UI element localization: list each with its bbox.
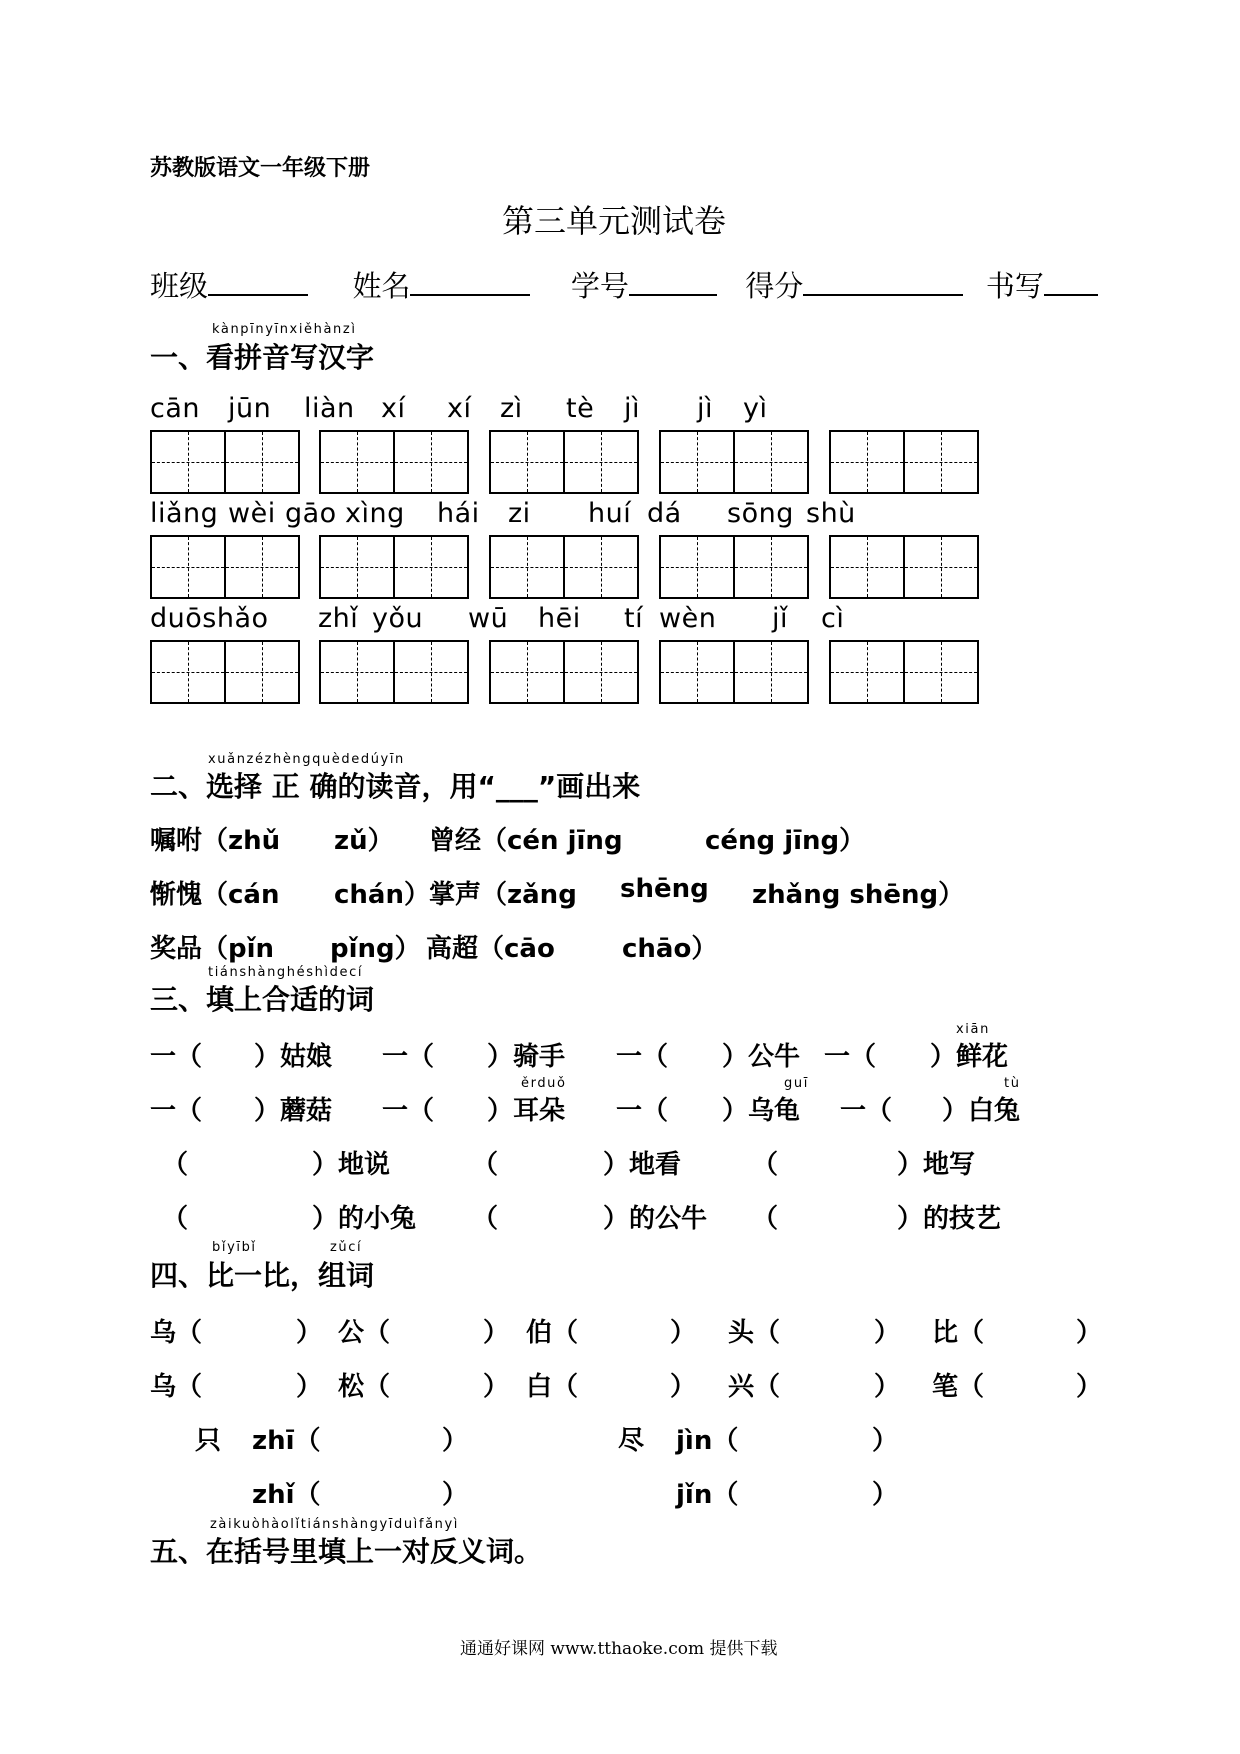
pinyin-12: wèi bbox=[228, 498, 276, 529]
writing-grid[interactable] bbox=[319, 640, 469, 704]
name-label: 姓名 bbox=[352, 269, 411, 303]
footer-credit: 通通好课网 www.tthaoke.com 提供下载 bbox=[460, 1639, 778, 1659]
pinyin-20: shù bbox=[806, 498, 856, 529]
section2-title: 二、选择 正 确的读音，用“___”画出来 bbox=[150, 770, 641, 803]
s4-item: ） bbox=[874, 1372, 901, 1402]
pinyin-6: zì bbox=[500, 393, 523, 424]
s4-item: ） bbox=[483, 1372, 510, 1402]
pinyin-17: huí bbox=[588, 498, 632, 529]
s4-item: ） bbox=[296, 1372, 323, 1402]
s3-item: （ bbox=[162, 1150, 189, 1180]
s2-item: 高超（cāo bbox=[426, 934, 555, 964]
ruby-xian: xiān bbox=[956, 1022, 990, 1037]
s4-item: ） bbox=[296, 1318, 323, 1348]
poly-jin-1: jìn（ bbox=[676, 1426, 739, 1456]
writing-grid[interactable] bbox=[489, 430, 639, 494]
s3-item: （ bbox=[472, 1150, 499, 1180]
s3-item: ）姑娘 bbox=[254, 1042, 333, 1072]
s3-item: （ bbox=[752, 1150, 779, 1180]
s3-item: ）鲜花 bbox=[930, 1042, 1009, 1072]
poly-char-zhi: 只 bbox=[195, 1426, 222, 1456]
pinyin-9: jì bbox=[697, 393, 714, 424]
pinyin-24: wū bbox=[468, 603, 509, 634]
s2-item: chāo） bbox=[622, 934, 718, 964]
s3-item: ）地写 bbox=[897, 1150, 976, 1180]
s3-item: ）的公牛 bbox=[603, 1204, 708, 1234]
section1-title-pinyin: kànpīnyīnxiěhànzì bbox=[212, 322, 357, 337]
writing-grid[interactable] bbox=[829, 535, 979, 599]
pinyin-19: sōng bbox=[727, 498, 794, 529]
writing-grid[interactable] bbox=[829, 430, 979, 494]
s2-item: 掌声（zǎng bbox=[429, 880, 577, 910]
s3-item: （ bbox=[472, 1204, 499, 1234]
writing-grid[interactable] bbox=[659, 535, 809, 599]
pinyin-11: liǎng bbox=[150, 498, 219, 529]
pinyin-29: cì bbox=[821, 603, 845, 634]
pinyin-4: xí bbox=[381, 393, 406, 424]
student-number-field[interactable] bbox=[629, 270, 717, 296]
s4-item: 兴（ bbox=[728, 1372, 781, 1402]
s3-item: ）乌龟 bbox=[722, 1096, 801, 1126]
writing-grid[interactable] bbox=[489, 535, 639, 599]
section3-title: 三、填上合适的词 bbox=[150, 983, 375, 1016]
s3-item: ）公牛 bbox=[722, 1042, 801, 1072]
pinyin-21: duōshǎo bbox=[150, 603, 269, 634]
s3-item: 一（ bbox=[824, 1042, 877, 1072]
poly-close: ） bbox=[872, 1480, 899, 1510]
s2-item: 曾经（cén jīng bbox=[429, 826, 623, 856]
pinyin-16: zi bbox=[508, 498, 531, 529]
s2-item: céng jīng） bbox=[705, 826, 866, 856]
poly-close: ） bbox=[872, 1426, 899, 1456]
s3-item: 一（ bbox=[150, 1096, 203, 1126]
s3-item: ）地说 bbox=[312, 1150, 391, 1180]
s4-item: ） bbox=[483, 1318, 510, 1348]
s2-item: 惭愧（cán bbox=[150, 880, 280, 910]
pinyin-23: yǒu bbox=[372, 603, 424, 634]
s2-item: 奖品（pǐn bbox=[150, 934, 275, 964]
s4-item: ） bbox=[1076, 1372, 1103, 1402]
writing-grid[interactable] bbox=[319, 430, 469, 494]
poly-zhi-1: zhī（ bbox=[252, 1426, 321, 1456]
s3-item: 一（ bbox=[840, 1096, 893, 1126]
ruby-gui: guī bbox=[784, 1076, 809, 1091]
pinyin-28: jǐ bbox=[772, 603, 789, 634]
s4-item: 头（ bbox=[728, 1318, 781, 1348]
s3-item: 一（ bbox=[616, 1096, 669, 1126]
ruby-erduo: ěrduǒ bbox=[521, 1076, 567, 1091]
ruby-tu: tù bbox=[1004, 1076, 1021, 1091]
class-label: 班级 bbox=[150, 269, 209, 303]
pinyin-14: xìng bbox=[345, 498, 405, 529]
student-number-label: 学号 bbox=[570, 269, 629, 303]
pinyin-15: hái bbox=[437, 498, 480, 529]
s2-item: zhǎng shēng） bbox=[752, 880, 965, 910]
poly-zhi-2: zhǐ（ bbox=[252, 1480, 321, 1510]
publisher-label: 苏教版语文一年级下册 bbox=[150, 156, 371, 181]
s3-item: 一（ bbox=[150, 1042, 203, 1072]
s3-item: 一（ bbox=[382, 1042, 435, 1072]
s2-item: 嘱咐（zhǔ bbox=[150, 826, 281, 856]
section3-title-pinyin: tiánshànghéshìdecí bbox=[208, 965, 364, 980]
pinyin-18: dá bbox=[647, 498, 682, 529]
writing-grid[interactable] bbox=[489, 640, 639, 704]
pinyin-25: hēi bbox=[538, 603, 581, 634]
s4-item: 笔（ bbox=[932, 1372, 985, 1402]
pinyin-5: xí bbox=[447, 393, 472, 424]
s4-item: ） bbox=[874, 1318, 901, 1348]
section5-title: 五、在括号里填上一对反义词。 bbox=[150, 1535, 543, 1568]
student-info-row bbox=[150, 264, 1098, 305]
class-field[interactable] bbox=[208, 270, 308, 296]
s4-item: 乌（ bbox=[150, 1318, 203, 1348]
handwriting-field[interactable] bbox=[1044, 270, 1098, 296]
s2-item: pǐng） bbox=[330, 934, 421, 964]
s4-item: ） bbox=[670, 1372, 697, 1402]
s3-item: ）地看 bbox=[603, 1150, 682, 1180]
s3-item: ）白兔 bbox=[942, 1096, 1021, 1126]
writing-grid[interactable] bbox=[829, 640, 979, 704]
score-label: 得分 bbox=[745, 269, 804, 303]
score-field[interactable] bbox=[803, 270, 963, 296]
poly-char-jin: 尽 bbox=[618, 1426, 645, 1456]
section5-title-pinyin: zàikuòhàolǐtiánshàngyīduìfǎnyì bbox=[210, 1517, 459, 1532]
writing-grid[interactable] bbox=[319, 535, 469, 599]
writing-grid[interactable] bbox=[150, 640, 300, 704]
pinyin-10: yì bbox=[743, 393, 768, 424]
s3-item: 一（ bbox=[616, 1042, 669, 1072]
s3-item: ）的技艺 bbox=[897, 1204, 1002, 1234]
s4-item: 松（ bbox=[338, 1372, 391, 1402]
pinyin-1: cān bbox=[150, 393, 201, 424]
s2-item: zǔ） bbox=[334, 826, 394, 856]
pinyin-3: liàn bbox=[304, 393, 355, 424]
poly-jin-2: jǐn（ bbox=[676, 1480, 739, 1510]
writing-grid[interactable] bbox=[150, 430, 300, 494]
page-title: 第三单元测试卷 bbox=[502, 202, 727, 240]
s4-item: 乌（ bbox=[150, 1372, 203, 1402]
pinyin-26: tí bbox=[624, 603, 644, 634]
s3-item: ）骑手 bbox=[487, 1042, 566, 1072]
name-field[interactable] bbox=[410, 270, 530, 296]
s3-item: 一（ bbox=[382, 1096, 435, 1126]
writing-grid[interactable] bbox=[659, 430, 809, 494]
section2-title-pinyin: xuǎnzézhèngquèdedúyīn bbox=[208, 752, 405, 767]
pinyin-2: jūn bbox=[228, 393, 272, 424]
handwriting-label: 书写 bbox=[985, 269, 1044, 303]
section4-title-pinyin-a: bǐyībǐ bbox=[212, 1240, 257, 1255]
s4-item: ） bbox=[670, 1318, 697, 1348]
s3-item: （ bbox=[162, 1204, 189, 1234]
s3-item: （ bbox=[752, 1204, 779, 1234]
s4-item: ） bbox=[1076, 1318, 1103, 1348]
writing-grid[interactable] bbox=[150, 535, 300, 599]
pinyin-8: jì bbox=[624, 393, 641, 424]
poly-close: ） bbox=[442, 1480, 469, 1510]
s4-item: 比（ bbox=[932, 1318, 985, 1348]
s3-item: ）耳朵 bbox=[487, 1096, 566, 1126]
s4-item: 伯（ bbox=[526, 1318, 579, 1348]
s3-item: ）蘑菇 bbox=[254, 1096, 333, 1126]
pinyin-22: zhǐ bbox=[318, 603, 359, 634]
section4-title: 四、比一比，组词 bbox=[150, 1259, 375, 1292]
pinyin-13: gāo bbox=[285, 498, 337, 529]
s3-item: ）的小兔 bbox=[312, 1204, 417, 1234]
pinyin-7: tè bbox=[566, 393, 595, 424]
section4-title-pinyin-b: zǔcí bbox=[330, 1240, 363, 1255]
section1-title: 一、看拼音写汉字 bbox=[150, 341, 375, 374]
s2-item: shēng bbox=[620, 874, 709, 904]
poly-close: ） bbox=[442, 1426, 469, 1456]
s4-item: 白（ bbox=[526, 1372, 579, 1402]
s4-item: 公（ bbox=[338, 1318, 391, 1348]
s2-item: chán） bbox=[334, 880, 430, 910]
pinyin-27: wèn bbox=[659, 603, 717, 634]
writing-grid[interactable] bbox=[659, 640, 809, 704]
